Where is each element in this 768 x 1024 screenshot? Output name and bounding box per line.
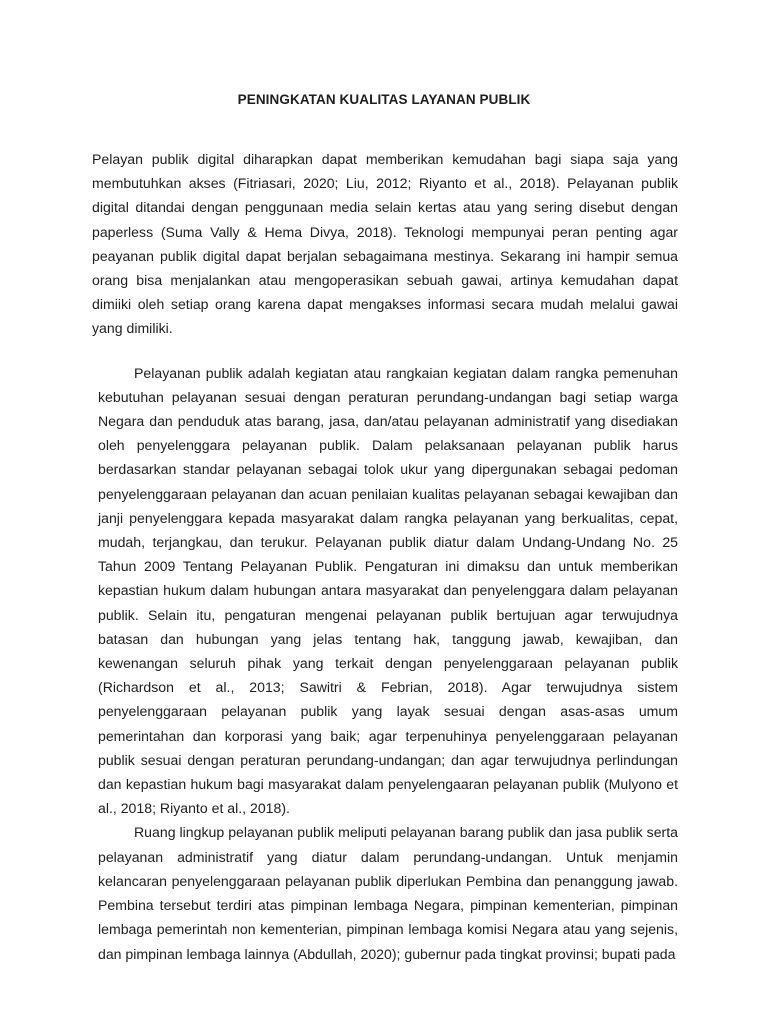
document-body <box>92 147 678 966</box>
paragraph-public-service-scope: Ruang lingkup pelayanan publik meliputi pelayanan barang publik dan jasa publik serta pelayanan administratif yang diatur dalam perundang-undangan. Untuk menjamin kelancaran penyelenggaraan pelayanan publik diperlukan Pembina dan penanggung jawab. Pembina tersebut terdiri atas pimpinan lembaga Negara, pimpinan kementerian, pimpinan lembaga pemerintah non kementerian, pimpinan lembaga komisi Negara atau yang sejenis, dan pimpinan lembaga lainnya (Abdullah, 2020); gubernur pada tingkat provinsi; bupati pada <box>98 824 678 962</box>
paragraph-digital-public-service: Pelayan publik digital diharapkan dapat memberikan kemudahan bagi siapa saja yang membutuhkan akses (Fitriasari, 2020; Liu, 2012; Riyanto et al., 2018). Pelayanan publik digital ditandai dengan penggunaan media selain kertas atau yang sering disebut dengan paperless (Suma Vally & Hema Divya, 2018). Teknologi mempunyai peran penting agar peayanan publik digital dapat berjalan sebagaimana mestinya. Sekarang ini hampir semua orang bisa menjalankan atau mengoperasikan sebuah gawai, artinya kemudahan dapat dimiiki oleh setiap orang karena dapat mengakses informasi secara mudah melalui gawai yang dimiliki. <box>92 151 678 337</box>
document-title: PENINGKATAN KUALITAS LAYANAN PUBLIK <box>237 92 531 107</box>
paragraph-public-service-definition: Pelayanan publik adalah kegiatan atau rangkaian kegiatan dalam rangka pemenuhan kebutuhan pelayanan sesuai dengan peraturan perundang-undangan bagi setiap warga Negara dan penduduk atas barang, jasa, dan/atau pelayanan administratif yang disediakan oleh penyelenggara pelayanan publik. Dalam pelaksanaan pelayanan publik harus berdasarkan standar pelayanan sebagai tolok ukur yang dipergunakan sebagai pedoman penyelenggaraan pelayanan dan acuan penilaian kualitas pelayanan sebagai kewajiban dan janji penyelenggara kepada masyarakat dalam rangka pelayanan yang berkualitas, cepat, mudah, terjangkau, dan terukur. Pelayanan publik diatur dalam Undang-Undang No. 25 Tahun 2009 Tentang Pelayanan Publik. Pengaturan ini dimaksu dan untuk memberikan kepastian hukum dalam hubungan antara masyarakat dan penyelenggara dalam pelayanan publik. Selain itu, pengaturan mengenai pelayanan publik bertujuan agar terwujudnya batasan dan hubungan yang jelas tentang hak, tanggung jawab, kewajiban, dan kewenangan seluruh pihak yang terkait dengan penyelenggaraan pelayanan publik (Richardson et al., 2013; Sawitri & Febrian, 2018). Agar terwujudnya sistem penyelenggaraan pelayanan publik yang layak sesuai dengan asas-asas umum pemerintahan dan korporasi yang baik; agar terpenuhinya penyelenggaraan pelayanan publik sesuai dengan peraturan perundang-undangan; dan agar terwujudnya perlindungan dan kepastian hukum bagi masyarakat dalam penyelengaaran pelayanan publik (Mulyono et al., 2018; Riyanto et al., 2018). <box>98 364 678 817</box>
